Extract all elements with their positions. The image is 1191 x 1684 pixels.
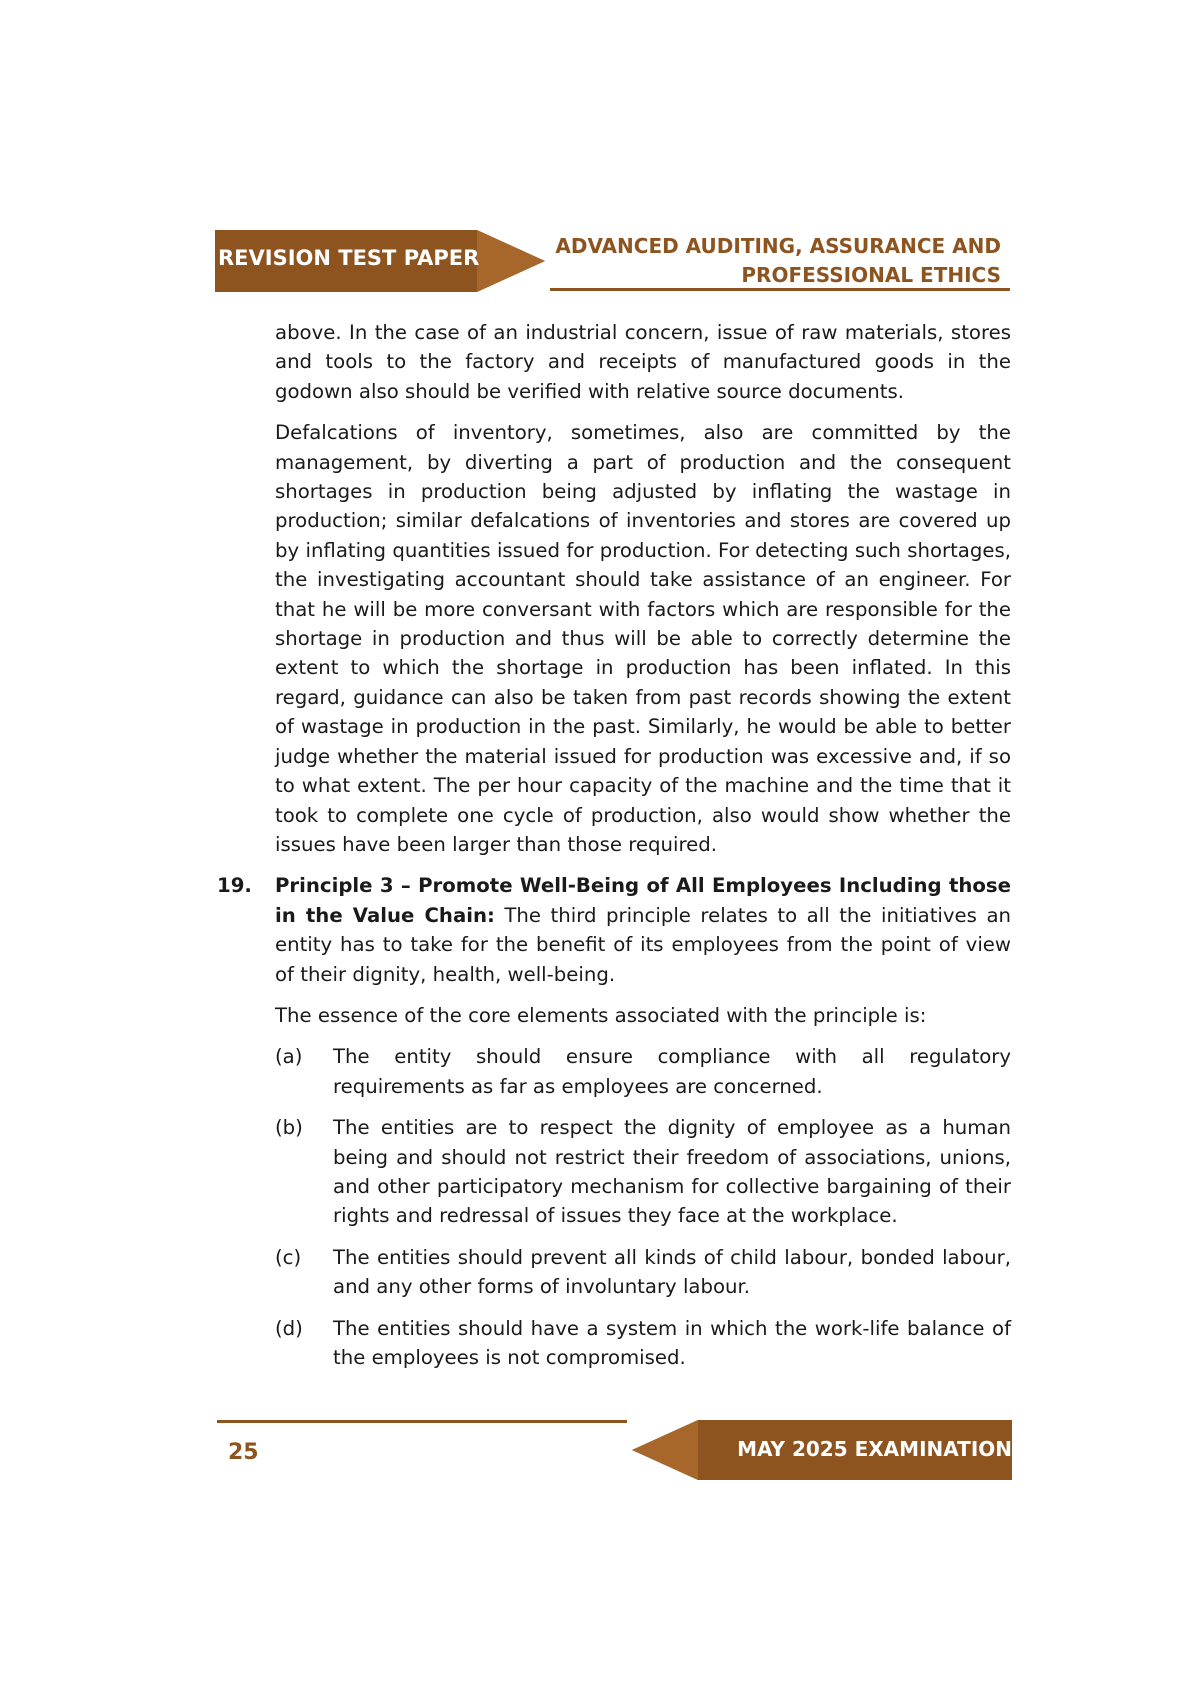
page-content [217, 318, 1011, 1384]
question-text: The third principle relates to all the initiatives an entity has to take for the benefit of its employees from the point of view of their dignity, health, well-being. [275, 903, 1011, 986]
header-right-title-line1: ADVANCED AUDITING, ASSURANCE AND [555, 234, 1001, 258]
list-item [275, 1042, 1011, 1101]
footer-banner-right [632, 1420, 1012, 1480]
question-19 [217, 871, 1011, 989]
header-banner-left [215, 230, 545, 292]
paragraph-continuation: above. In the case of an industrial concern, issue of raw materials, stores and tools to the factory and receipts of manufactured goods in the godown also should be verified with relative source documents. [275, 321, 1011, 403]
list-item-text: The entities are to respect the dignity of employee as a human being and should not restrict their freedom of associations, unions, and other participatory mechanism for collective bargaining of their rights and redressal of issues they face at the workplace. [333, 1116, 1011, 1228]
list-item [275, 1243, 1011, 1302]
question-heading: Principle 3 – Promote Well-Being of All Employees Including those in the Value Chain: [275, 874, 1011, 927]
question-number: 19. [217, 874, 252, 898]
paragraph-defalcations: Defalcations of inventory, sometimes, also are committed by the management, by diverting a part of production and the consequent shortages in production being adjusted by inflating the wastage in production; similar defalcations of inventories and stores are covered up by inflating quantities issued for production. For detecting such shortages, the investigating accountant should take assistance of an engineer. For that he will be more conversant with factors which are responsible for the shortage in production and thus will be able to correctly determine the extent to which the shortage in production has been inflated. In this regard, guidance can also be taken from past records showing the extent of wastage in production in the past. Similarly, he would be able to better judge whether the material issued for production was excessive and, if so to what extent. The per hour capacity of the machine and the time that it took to complete one cycle of production, also would show whether the issues have been larger than those required. [275, 421, 1011, 856]
header-right-title-line2: PROFESSIONAL ETHICS [741, 263, 1001, 287]
principle-intro: The essence of the core elements associated with the principle is: [275, 1003, 927, 1027]
list-item [275, 1113, 1011, 1231]
list-item-label: (b) [275, 1116, 303, 1140]
header-left-title: REVISION TEST PAPER [218, 246, 480, 270]
list-item-text: The entity should ensure compliance with all regulatory requirements as far as employees are concerned. [333, 1045, 1011, 1098]
list-item-label: (c) [275, 1245, 302, 1269]
header-right-title [555, 232, 1001, 290]
list-item-text: The entities should prevent all kinds of child labour, bonded labour, and any other forms of involuntary labour. [333, 1245, 1011, 1299]
page-number: 25 [228, 1440, 259, 1465]
footer-rule [217, 1420, 627, 1423]
list-item [275, 1314, 1011, 1373]
list-item-label: (d) [275, 1316, 303, 1340]
list-item-label: (a) [275, 1045, 303, 1069]
header-rule [550, 288, 1010, 291]
list-item-text: The entities should have a system in which the work-life balance of the employees is not compromised. [333, 1316, 1011, 1369]
exam-label: MAY 2025 EXAMINATION [737, 1437, 1012, 1461]
